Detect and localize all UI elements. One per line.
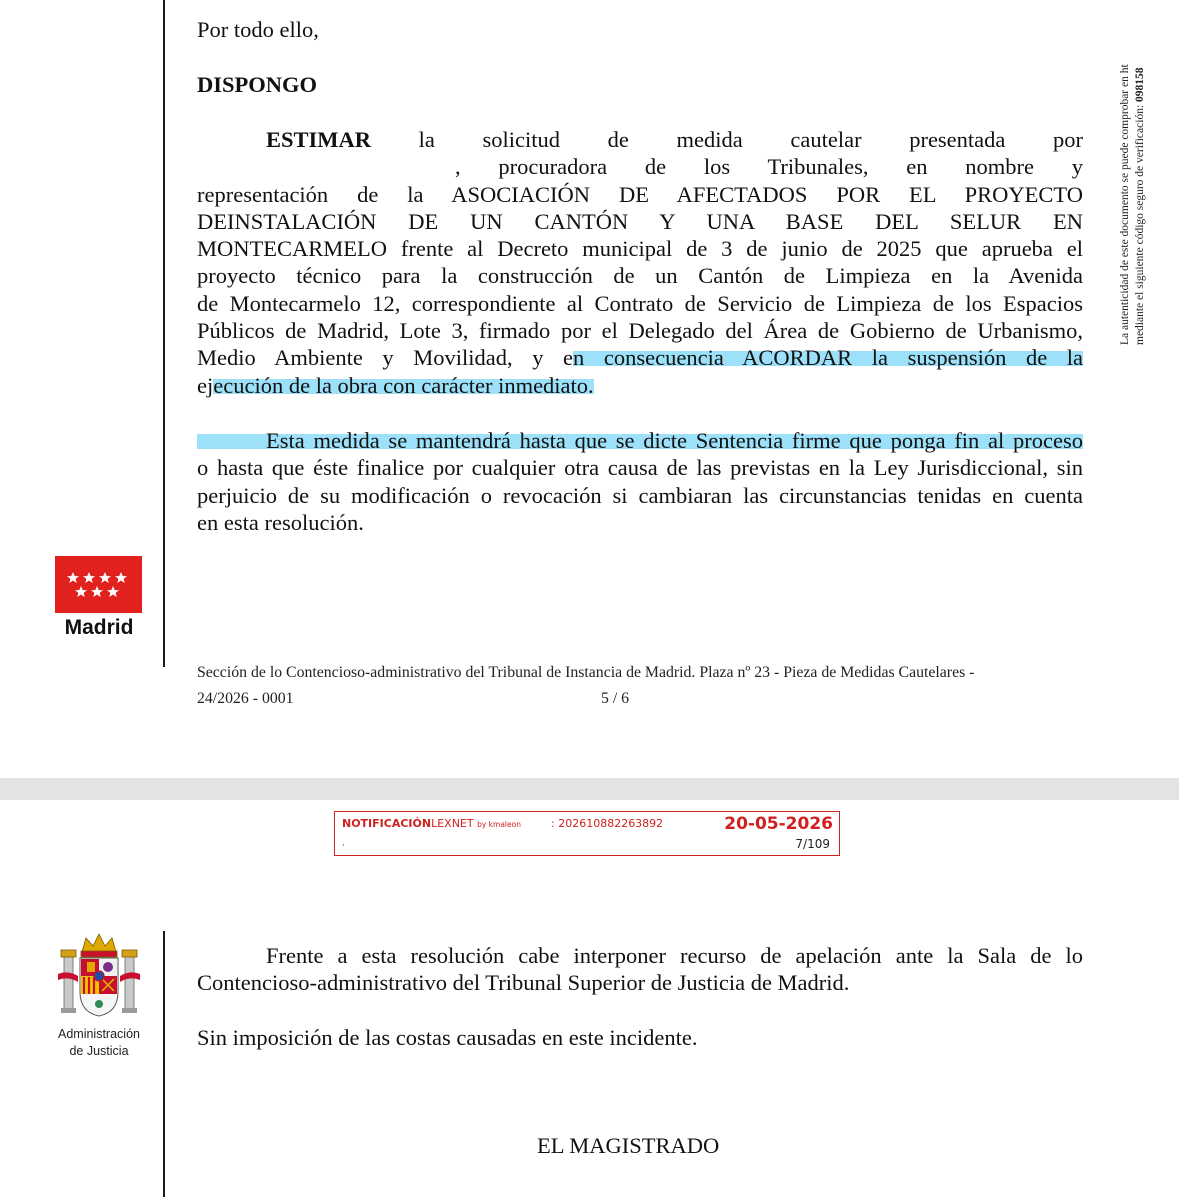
paragraph-line: ESTIMAR la solicitud de medida cautelar presentada por xyxy=(266,127,1084,152)
notification-label: NOTIFICACIÓNLEXNET by kmaleon xyxy=(342,817,521,830)
footer-page-number: 5 / 6 xyxy=(601,690,630,707)
lexnet-notification-stamp xyxy=(334,811,840,856)
footer-case-number: 24/2026 - 0001 xyxy=(197,690,294,707)
paragraph-line: perjuicio de su modificación o revocación si cambiaran las circunstancias tenidas en cuenta xyxy=(197,482,1083,508)
estimar-keyword: ESTIMAR xyxy=(266,127,372,152)
page-footer xyxy=(197,660,1087,712)
paragraph-line: representación de la ASOCIACIÓN DE AFECTADOS POR EL PROYECTO xyxy=(197,181,1083,207)
highlighted-text: Esta medida se mantendrá hasta que se dicte Sentencia firme que ponga fin al proceso xyxy=(197,428,1083,453)
footer-court: Sección de lo Contencioso-administrativo del Tribunal de Instancia de Madrid. Plaza nº 23 - Pieza de Medidas Cautelares - xyxy=(197,664,975,681)
comunidad-madrid-logo xyxy=(55,556,143,640)
paragraph-line: Frente a esta resolución cabe interponer recurso de apelación ante la Sala de lo xyxy=(266,943,1083,968)
signature-title: EL MAGISTRADO xyxy=(537,1133,720,1158)
madrid-flag-icon xyxy=(55,556,142,613)
paragraph-line: Contencioso-administrativo del Tribunal Superior de Justicia de Madrid. xyxy=(197,970,850,996)
justicia-caption-2: de Justicia xyxy=(69,1044,129,1058)
paragraph-line: , procuradora de los Tribunales, en nombre y xyxy=(455,154,1084,180)
notification-page: 7/109 xyxy=(795,837,830,851)
verification-code: 098158 xyxy=(1134,67,1146,102)
paragraph-line: en esta resolución. xyxy=(197,509,364,535)
paragraph-line: de Montecarmelo 12, correspondiente al Contrato de Servicio de Limpieza de los Espacios xyxy=(197,290,1083,316)
intro-text: Por todo ello, xyxy=(197,17,319,42)
paragraph-costas: Sin imposición de las costas causadas en este incidente. xyxy=(197,1025,698,1050)
margin-rule xyxy=(163,931,165,1197)
paragraph-line: DEINSTALACIÓN DE UN CANTÓN Y UNA BASE DEL SELUR EN xyxy=(197,208,1083,234)
paragraph-line: MONTECARMELO frente al Decreto municipal de 3 de junio de 2025 que aprueba el xyxy=(197,236,1083,262)
paragraph-line: proyecto técnico para la construcción de un Cantón de Limpieza en la Avenida xyxy=(197,263,1083,289)
paragraph-estimar xyxy=(197,126,1083,399)
paragraph-medida xyxy=(197,427,1083,536)
spain-coat-of-arms-icon xyxy=(54,930,144,1020)
document-page-6 xyxy=(0,800,1179,1197)
paragraph-line xyxy=(197,427,1083,454)
notification-number: : 202610882263892 xyxy=(551,817,664,830)
paragraph-line: Medio Ambiente y Movilidad, y en consecuencia ACORDAR la suspensión de la xyxy=(197,345,1084,371)
highlighted-text: n consecuencia ACORDAR la suspensión de la xyxy=(573,345,1084,371)
page-separator xyxy=(0,778,1179,800)
paragraph-recurso xyxy=(197,942,1083,997)
paragraph-line: o hasta que éste finalice por cualquier otra causa de las previstas en la Ley Jurisdiccional, sin xyxy=(197,455,1083,481)
section-heading: DISPONGO xyxy=(197,72,318,97)
paragraph-line: Públicos de Madrid, Lote 3, firmado por el Delegado del Área de Gobierno de Urbanismo, xyxy=(197,318,1083,344)
notification-comma: , xyxy=(342,838,345,848)
highlighted-text: ecución de la obra con carácter inmediato. xyxy=(213,372,594,398)
verification-note: La autenticidad de este documento se puede comprobar en ht mediante el siguiente código seguro de verificación: 098158 xyxy=(1119,64,1146,345)
notification-date: 20-05-2026 xyxy=(724,814,833,834)
margin-rule xyxy=(163,0,165,667)
justicia-caption-1: Administración xyxy=(58,1027,140,1041)
administracion-justicia-logo xyxy=(54,930,144,1059)
paragraph-line: ejecución de la obra con carácter inmediato. xyxy=(197,372,594,398)
madrid-logo-text: Madrid xyxy=(64,616,134,639)
